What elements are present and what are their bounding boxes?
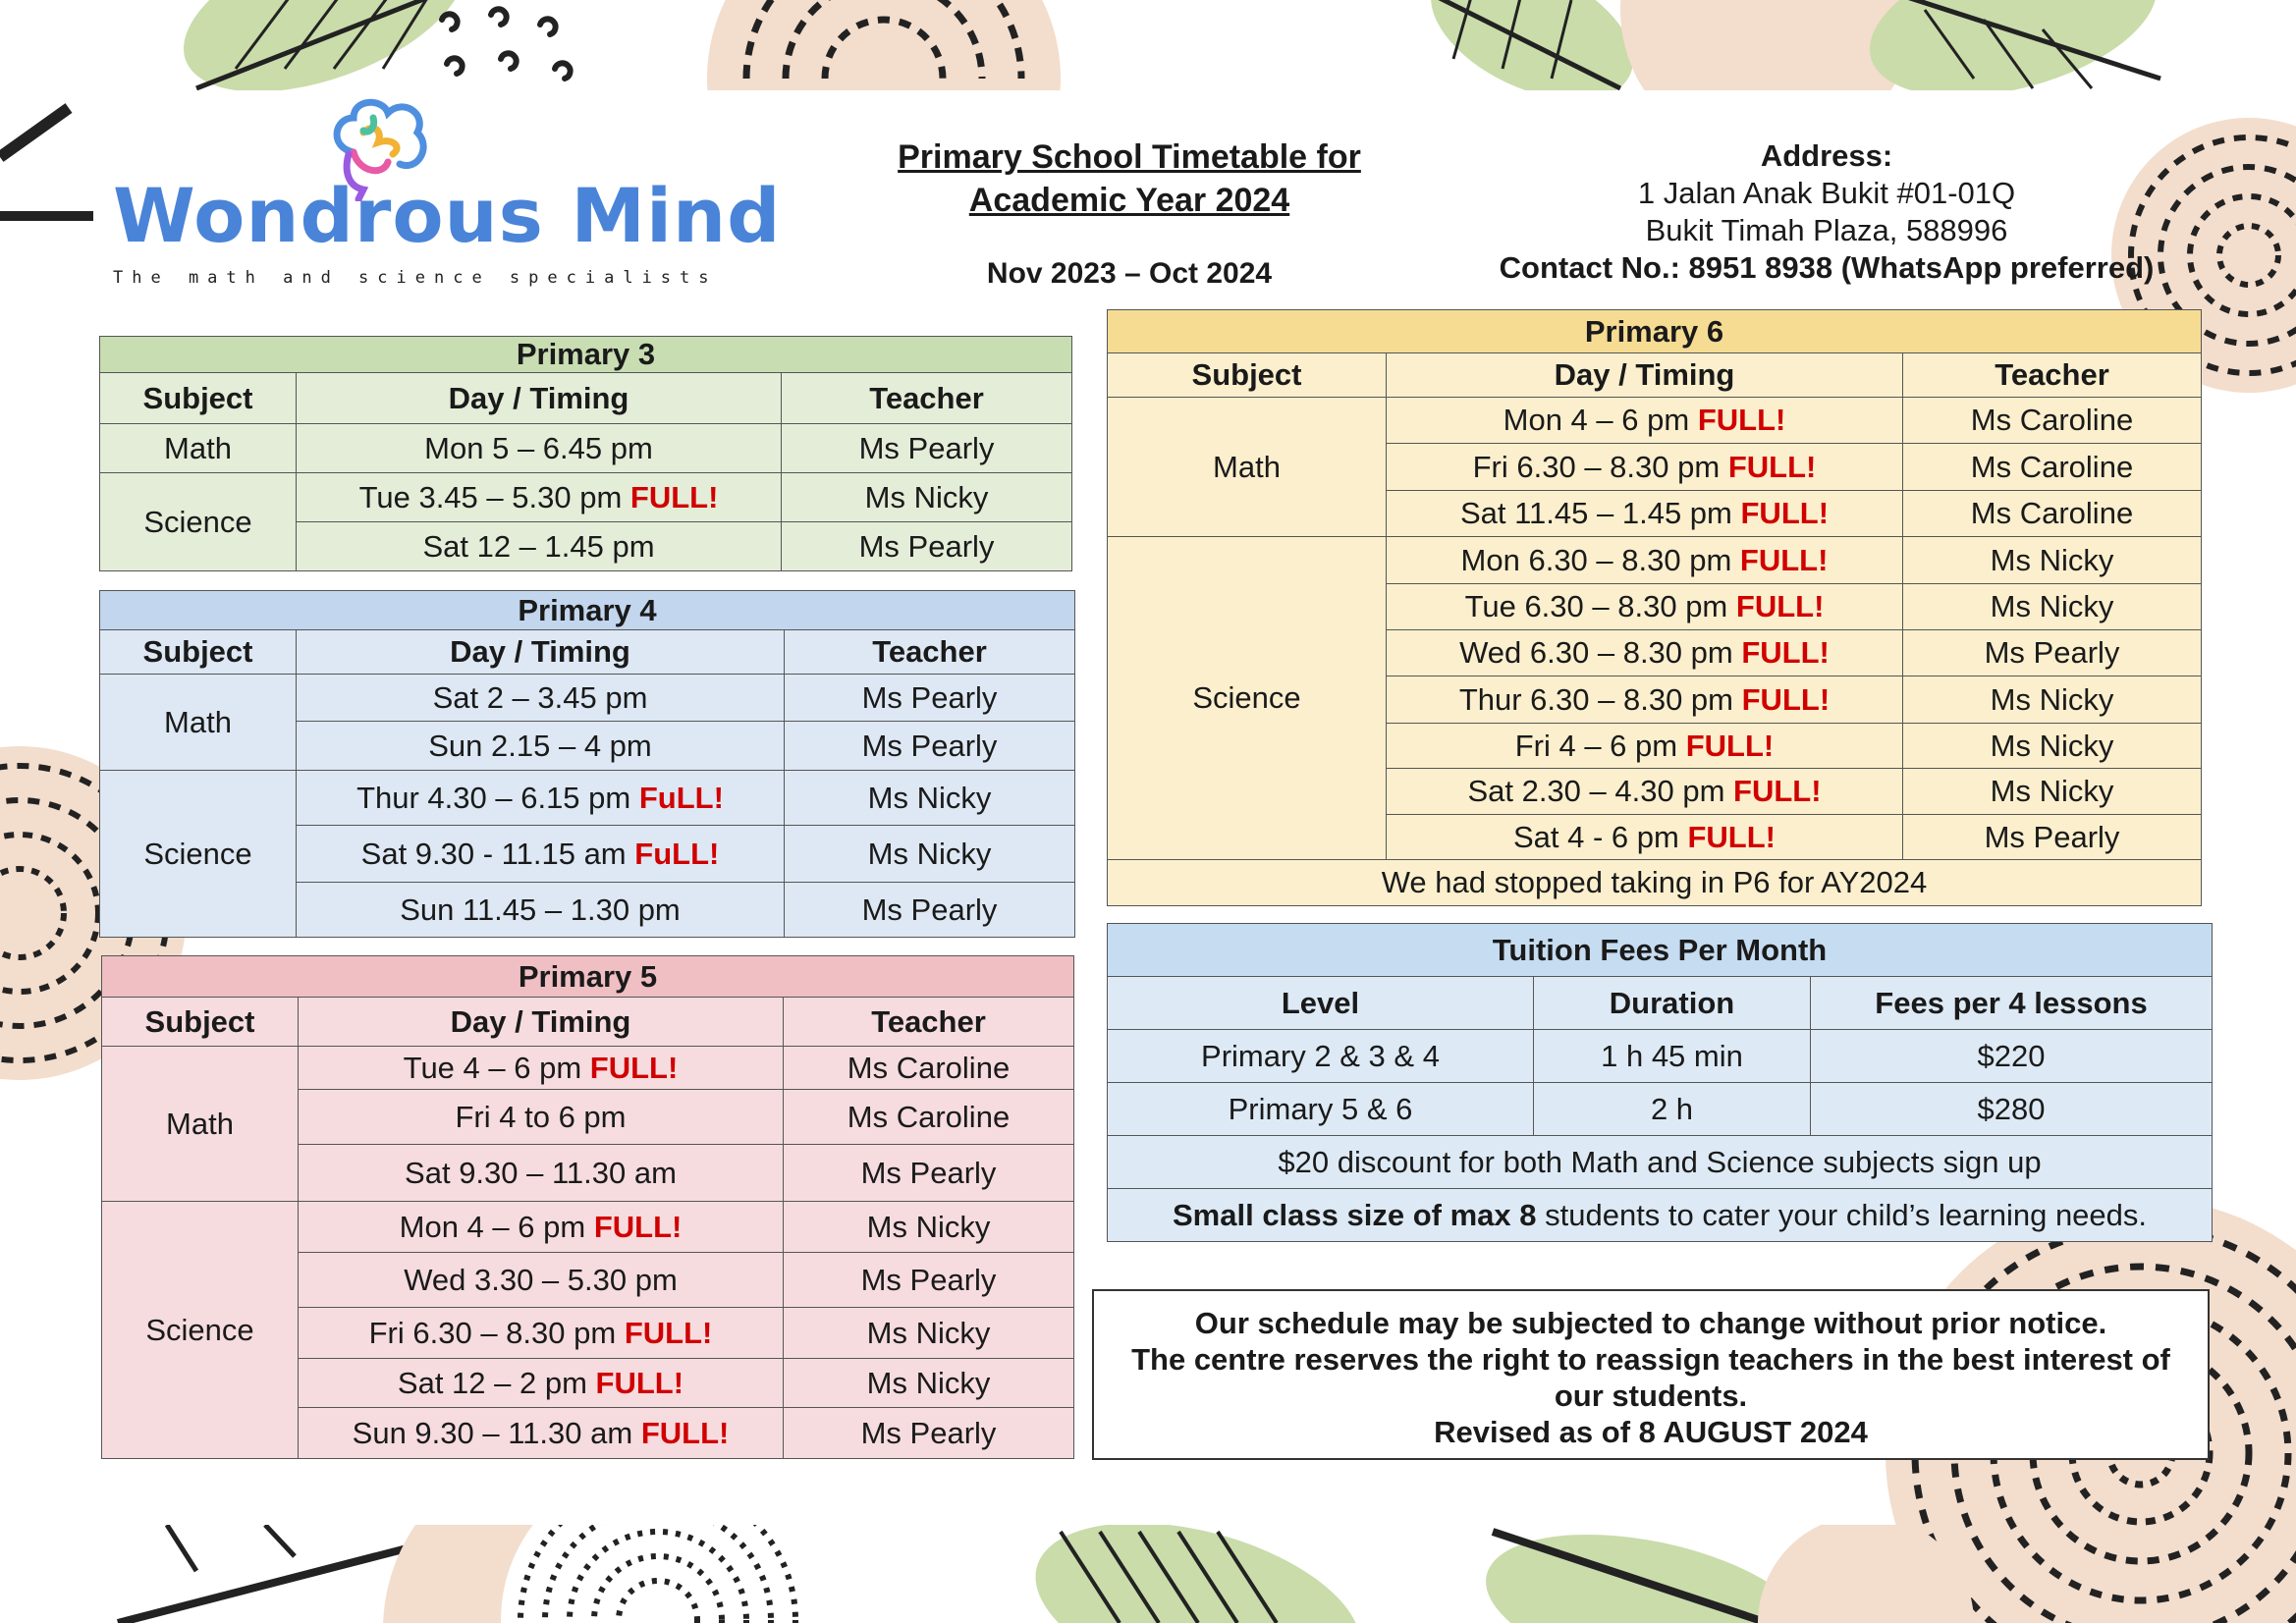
column-header-subject: Subject [102,998,299,1047]
column-header-subject: Subject [100,373,297,424]
full-badge: FULL! [1739,542,1829,577]
teacher-cell: Ms Nicky [784,1359,1074,1408]
teacher-cell: Ms Caroline [1903,398,2202,444]
academic-period: Nov 2023 – Oct 2024 [986,257,1273,290]
full-badge: FULL! [1727,449,1817,484]
timing-cell: Sat 2 – 3.45 pm [297,675,785,722]
timing-cell: Tue 6.30 – 8.30 pm FULL! [1387,584,1903,630]
subject-cell: Math [100,424,297,473]
teacher-cell: Ms Nicky [784,1202,1074,1253]
timing-cell: Fri 4 – 6 pm FULL! [1387,724,1903,769]
teacher-cell: Ms Caroline [784,1047,1074,1090]
full-badge: FULL! [1735,589,1825,624]
timing-cell: Fri 6.30 – 8.30 pm FULL! [299,1308,784,1359]
timing-cell: Wed 6.30 – 8.30 pm FULL! [1387,630,1903,676]
subject-cell: Science [100,473,297,571]
teacher-cell: Ms Caroline [1903,491,2202,537]
timing-cell: Fri 6.30 – 8.30 pm FULL! [1387,444,1903,491]
fee-cell: $220 [1811,1030,2213,1083]
teacher-cell: Ms Nicky [1903,676,2202,724]
full-badge: FULL! [1740,496,1830,531]
column-header-subject: Subject [1108,353,1387,398]
full-badge: FULL! [589,1050,679,1085]
full-badge: FuLL! [634,836,720,871]
teacher-cell: Ms Nicky [1903,537,2202,584]
subject-cell: Math [102,1047,299,1202]
column-header-subject: Subject [100,630,297,675]
full-badge: FULL! [640,1415,730,1450]
column-header-timing: Day / Timing [299,998,784,1047]
full-badge: FULL! [1687,819,1776,854]
title-line-2: Academic Year 2024 [968,182,1290,219]
teacher-cell: Ms Nicky [782,473,1072,522]
timing-cell: Sun 11.45 – 1.30 pm [297,883,785,938]
column-header-timing: Day / Timing [297,373,782,424]
full-badge: FuLL! [638,780,724,815]
primary-3-title: Primary 3 [100,337,1072,373]
subject-cell: Math [100,675,297,771]
full-badge: FULL! [1733,774,1822,809]
teacher-cell: Ms Nicky [784,1308,1074,1359]
level-cell: Primary 5 & 6 [1108,1083,1534,1136]
column-header-teacher: Teacher [1903,353,2202,398]
primary-6-table [1107,309,2202,906]
teacher-cell: Ms Nicky [785,771,1075,826]
full-badge: FULL! [1697,403,1786,438]
subject-cell: Math [1108,398,1387,537]
column-header-level: Level [1108,977,1534,1030]
timing-cell: Sat 12 – 1.45 pm [297,522,782,571]
notice-line-1: Our schedule may be subjected to change without prior notice. [1194,1306,2107,1340]
timing-cell: Tue 4 – 6 pm FULL! [299,1047,784,1090]
brand-name: Wondrous Mind [113,172,782,259]
contact-number: Contact No.: 8951 8938 (WhatsApp preferred) [1499,250,2155,285]
class-size-note: Small class size of max 8 students to cater your child’s learning needs. [1108,1189,2213,1242]
subject-cell: Science [100,771,297,938]
level-cell: Primary 2 & 3 & 4 [1108,1030,1534,1083]
teacher-cell: Ms Pearly [1903,815,2202,860]
tuition-fees-table [1107,923,2213,1242]
discount-note: $20 discount for both Math and Science subjects sign up [1108,1136,2213,1189]
primary-4-table [99,590,1075,938]
timing-cell: Sat 4 - 6 pm FULL! [1387,815,1903,860]
teacher-cell: Ms Nicky [1903,584,2202,630]
logo [113,93,782,299]
teacher-cell: Ms Pearly [785,675,1075,722]
schedule-notice [1092,1289,2210,1460]
timing-cell: Mon 4 – 6 pm FULL! [1387,398,1903,444]
teacher-cell: Ms Caroline [784,1090,1074,1145]
teacher-cell: Ms Pearly [782,424,1072,473]
notice-line-3: Revised as of 8 AUGUST 2024 [1434,1415,1868,1449]
column-header-fees: Fees per 4 lessons [1811,977,2213,1030]
full-badge: FULL! [629,479,719,514]
full-badge: FULL! [595,1365,684,1400]
notice-line-2: The centre reserves the right to reassign teachers in the best interest of our students. [1131,1342,2170,1413]
subject-cell: Science [102,1202,299,1459]
teacher-cell: Ms Nicky [1903,724,2202,769]
timing-cell: Sun 2.15 – 4 pm [297,722,785,771]
address-line-1: 1 Jalan Anak Bukit #01-01Q [1637,176,2016,210]
timing-cell: Sat 2.30 – 4.30 pm FULL! [1387,769,1903,815]
column-header-teacher: Teacher [782,373,1072,424]
timing-cell: Thur 4.30 – 6.15 pm FuLL! [297,771,785,826]
subject-cell: Science [1108,537,1387,860]
primary-3-table [99,336,1072,571]
timing-cell: Mon 4 – 6 pm FULL! [299,1202,784,1253]
page-title [835,135,1424,222]
timing-cell: Fri 4 to 6 pm [299,1090,784,1145]
teacher-cell: Ms Pearly [782,522,1072,571]
timing-cell: Sat 9.30 - 11.15 am FuLL! [297,826,785,883]
timing-cell: Thur 6.30 – 8.30 pm FULL! [1387,676,1903,724]
full-badge: FULL! [1685,728,1775,763]
teacher-cell: Ms Pearly [784,1253,1074,1308]
timing-cell: Sat 12 – 2 pm FULL! [299,1359,784,1408]
primary-5-table [101,955,1074,1459]
teacher-cell: Ms Nicky [1903,769,2202,815]
column-header-timing: Day / Timing [1387,353,1903,398]
primary-4-title: Primary 4 [100,591,1075,630]
duration-cell: 1 h 45 min [1534,1030,1811,1083]
brand-tagline: The math and science specialists [113,268,718,288]
timing-cell: Wed 3.30 – 5.30 pm [299,1253,784,1308]
column-header-teacher: Teacher [784,998,1074,1047]
address-block [1483,137,2170,287]
address-line-2: Bukit Timah Plaza, 588996 [1645,213,2008,247]
full-badge: FULL! [624,1315,713,1350]
timing-cell: Tue 3.45 – 5.30 pm FULL! [297,473,782,522]
teacher-cell: Ms Pearly [784,1145,1074,1202]
teacher-cell: Ms Pearly [785,722,1075,771]
timing-cell: Mon 5 – 6.45 pm [297,424,782,473]
teacher-cell: Ms Pearly [785,883,1075,938]
title-line-1: Primary School Timetable for [898,138,1361,176]
full-badge: FULL! [593,1209,683,1244]
primary-6-title: Primary 6 [1108,310,2202,353]
fee-cell: $280 [1811,1083,2213,1136]
primary-6-footer-note: We had stopped taking in P6 for AY2024 [1108,860,2202,906]
timing-cell: Sat 9.30 – 11.30 am [299,1145,784,1202]
fees-title: Tuition Fees Per Month [1108,924,2213,977]
timing-cell: Sun 9.30 – 11.30 am FULL! [299,1408,784,1459]
column-header-teacher: Teacher [785,630,1075,675]
full-badge: FULL! [1741,681,1831,717]
timing-cell: Sat 11.45 – 1.45 pm FULL! [1387,491,1903,537]
timing-cell: Mon 6.30 – 8.30 pm FULL! [1387,537,1903,584]
teacher-cell: Ms Nicky [785,826,1075,883]
address-label: Address: [1760,138,1893,173]
teacher-cell: Ms Pearly [784,1408,1074,1459]
column-header-timing: Day / Timing [297,630,785,675]
teacher-cell: Ms Caroline [1903,444,2202,491]
duration-cell: 2 h [1534,1083,1811,1136]
full-badge: FULL! [1741,635,1830,671]
column-header-duration: Duration [1534,977,1811,1030]
primary-5-title: Primary 5 [102,956,1074,998]
teacher-cell: Ms Pearly [1903,630,2202,676]
